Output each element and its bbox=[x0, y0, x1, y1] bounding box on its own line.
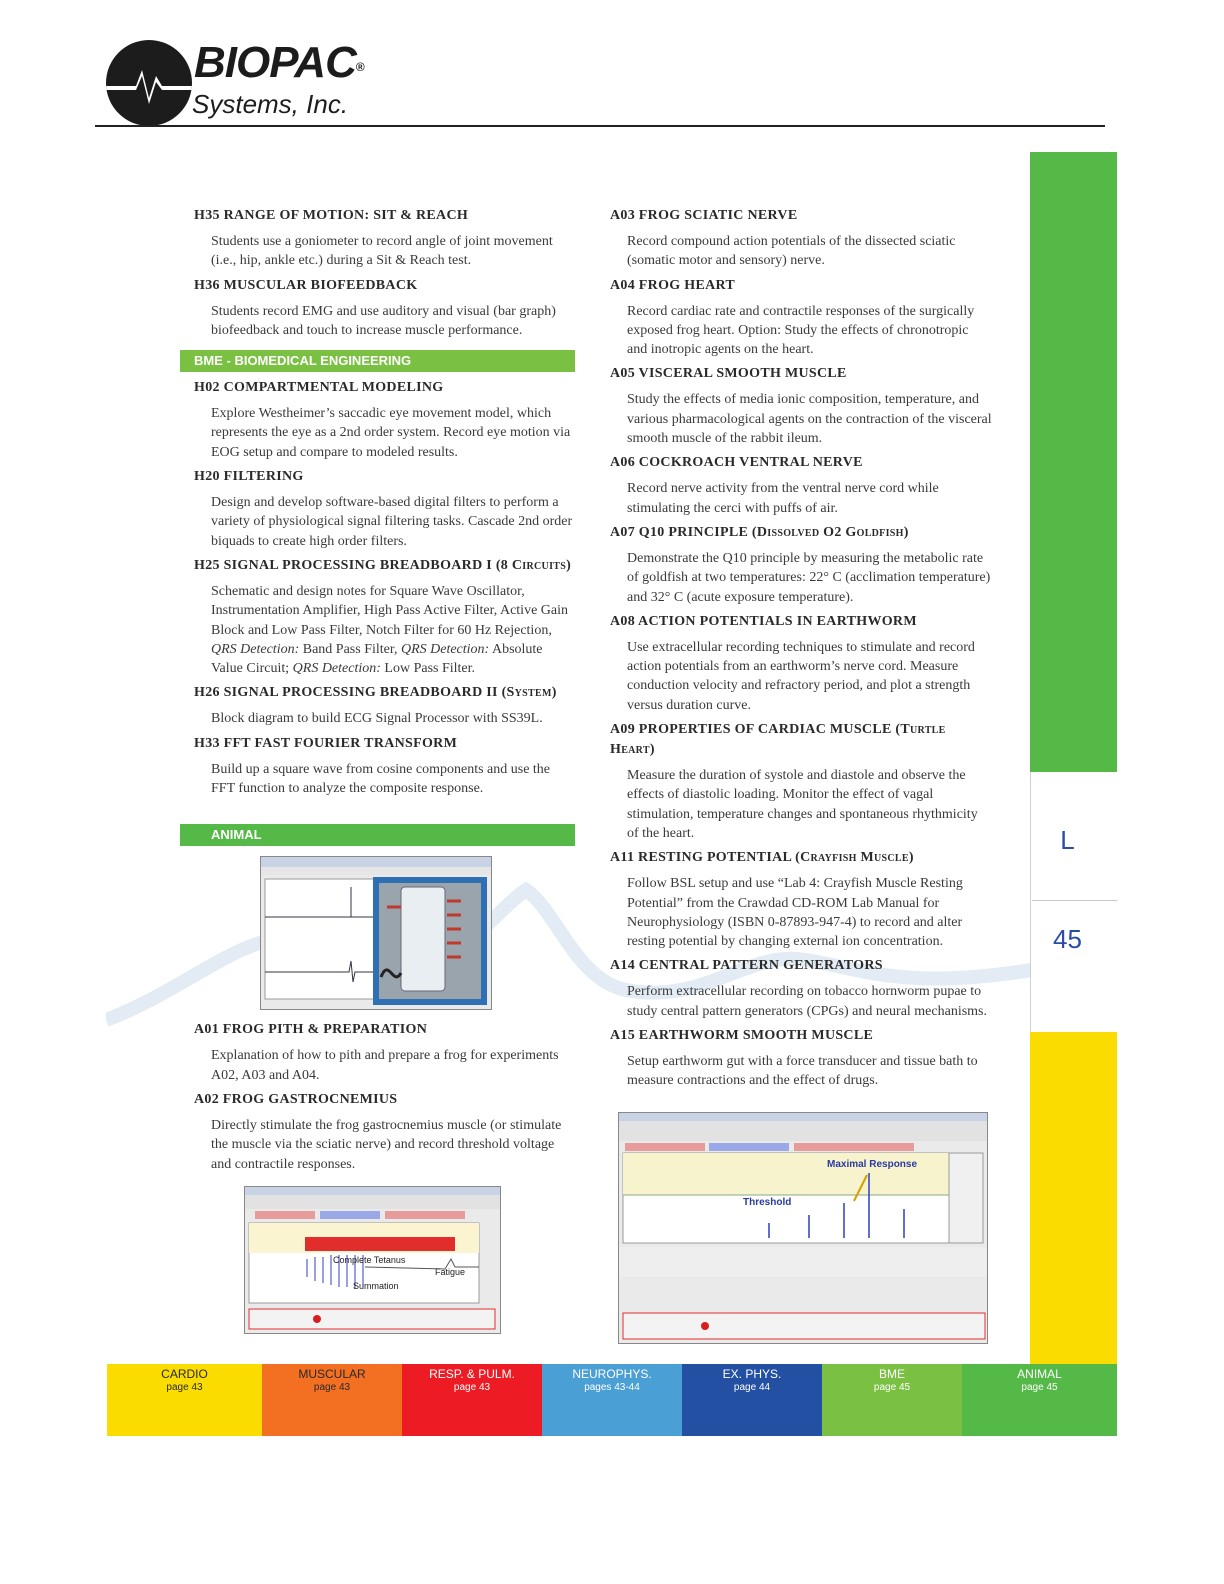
entry-text: Students use a goniometer to record angle of joint movement (i.e., hip, ankle etc.) during a Sit & Reach test. bbox=[211, 234, 553, 269]
entry-h36 bbox=[180, 276, 575, 341]
screenshot-figure-sciatic-nerve bbox=[260, 856, 492, 1010]
footer-tab-resp-pulm[interactable]: RESP. & PULM. page 43 bbox=[402, 1364, 542, 1436]
entry-text: Block diagram to build ECG Signal Processor with SS39L. bbox=[211, 711, 543, 727]
entry-a01 bbox=[180, 1020, 575, 1085]
entry-text: Record cardiac rate and contractile responses of the surgically exposed frog heart. Option: Study the effects of chronotropic and inotropic agents on the heart. bbox=[627, 303, 975, 358]
entry-title: A01 FROG PITH & PREPARATION bbox=[194, 1022, 428, 1038]
entry-a08 bbox=[610, 612, 992, 715]
entry-title: H25 SIGNAL PROCESSING BREADBOARD I (8 Circuits) bbox=[194, 557, 572, 573]
left-column bbox=[180, 206, 575, 1334]
label-summation: Summation bbox=[353, 1280, 399, 1291]
footer-tab-muscular[interactable]: MUSCULAR page 43 bbox=[262, 1364, 402, 1436]
entry-text: Setup earthworm gut with a force transducer and tissue bath to measure contractions and the effect of drugs. bbox=[627, 1054, 978, 1089]
entry-text: Use extracellular recording techniques to stimulate and record action potentials from an earthworm’s nerve cord. Measure conduction velocity and refractory period, and plot a strength versus duration curve. bbox=[627, 639, 975, 713]
section-heading-bme: BME - BIOMEDICAL ENGINEERING bbox=[180, 350, 575, 372]
footer-tab-neurophys[interactable]: NEUROPHYS. pages 43-44 bbox=[542, 1364, 682, 1436]
label-maximal-response: Maximal Response bbox=[827, 1159, 918, 1170]
entry-h26 bbox=[180, 683, 575, 728]
entry-a05 bbox=[610, 364, 992, 448]
logo-subtitle: Systems, Inc. bbox=[192, 89, 349, 119]
entry-a03 bbox=[610, 206, 992, 271]
entry-title: H26 SIGNAL PROCESSING BREADBOARD II (System) bbox=[194, 685, 557, 701]
entry-text: Explanation of how to pith and prepare a frog for experiments A02, A03 and A04. bbox=[211, 1048, 559, 1083]
entry-text: Directly stimulate the frog gastrocnemius muscle (or stimulate the muscle via the sciatic nerve) and record threshold voltage and contractile responses. bbox=[211, 1117, 562, 1172]
entry-a14 bbox=[610, 956, 992, 1021]
entry-text: Study the effects of media ionic composition, temperature, and various pharmacological agents on the contraction of the visceral smooth muscle of the rabbit ileum. bbox=[627, 392, 992, 447]
entry-text: Perform extracellular recording on tobacco hornworm pupae to study central pattern generators (CPGs) and neural mechanisms. bbox=[627, 984, 988, 1019]
entry-title: A09 PROPERTIES OF CARDIAC MUSCLE (Turtle Heart) bbox=[610, 722, 946, 758]
header-rule bbox=[95, 125, 1105, 127]
side-divider bbox=[1030, 772, 1031, 1032]
entry-title: A04 FROG HEART bbox=[610, 277, 736, 293]
section-letter: L bbox=[1060, 825, 1075, 855]
entry-title: H02 COMPARTMENTAL MODELING bbox=[194, 380, 444, 396]
entry-title: H20 FILTERING bbox=[194, 469, 304, 485]
entry-title: A05 VISCERAL SMOOTH MUSCLE bbox=[610, 366, 847, 382]
biopac-logo bbox=[106, 38, 376, 128]
entry-title: A03 FROG SCIATIC NERVE bbox=[610, 208, 798, 223]
entry-text: Students record EMG and use auditory and visual (bar graph) biofeedback and touch to increase muscle performance. bbox=[211, 303, 556, 338]
entry-title: A14 CENTRAL PATTERN GENERATORS bbox=[610, 958, 883, 974]
entry-title: A06 COCKROACH VENTRAL NERVE bbox=[610, 455, 863, 471]
entry-a06 bbox=[610, 453, 992, 518]
entry-text: Schematic and design notes for Square Wave Oscillator, Instrumentation Amplifier, High Pass Active Filter, Active Gain Block and Low Pass Filter, Notch Filter for 60 Hz Rejection, QRS Detection: Band Pass Filter, QRS Detection: Absolute Value Circuit; QRS Detection: Low Pass Filter. bbox=[211, 583, 568, 677]
footer-tab-bme[interactable]: BME page 45 bbox=[822, 1364, 962, 1436]
registered-mark: ® bbox=[355, 60, 364, 74]
entry-text: Demonstrate the Q10 principle by measuring the metabolic rate of goldfish at two temperatures: 22° C (acclimation temperature) and 32° C (acute exposure temperature). bbox=[627, 550, 991, 605]
logo-emblem-icon bbox=[106, 40, 192, 126]
footer-tab-animal[interactable]: ANIMAL page 45 bbox=[962, 1364, 1117, 1436]
entry-h33 bbox=[180, 734, 575, 799]
side-rule bbox=[1032, 900, 1117, 901]
screenshot-figure-threshold-response bbox=[618, 1112, 988, 1344]
side-tab-green bbox=[1030, 152, 1117, 772]
entry-title: A15 EARTHWORM SMOOTH MUSCLE bbox=[610, 1028, 874, 1044]
entry-h25 bbox=[180, 556, 575, 678]
right-column bbox=[610, 206, 992, 1096]
label-threshold: Threshold bbox=[743, 1197, 792, 1208]
entry-h20 bbox=[180, 467, 575, 551]
entry-a09 bbox=[610, 720, 992, 843]
entry-a11 bbox=[610, 848, 992, 951]
entry-title: A08 ACTION POTENTIALS IN EARTHWORM bbox=[610, 613, 917, 629]
entry-title: H33 FFT FAST FOURIER TRANSFORM bbox=[194, 735, 458, 751]
entry-a07 bbox=[610, 523, 992, 607]
entry-text: Build up a square wave from cosine components and use the FFT function to analyze the composite response. bbox=[211, 761, 551, 797]
entry-title: H36 MUSCULAR BIOFEEDBACK bbox=[194, 277, 418, 293]
category-footer-nav bbox=[107, 1364, 1117, 1436]
entry-text: Design and develop software-based digital filters to perform a variety of physiological signal filtering tasks. Cascade 2nd order biquads to create high order filters. bbox=[211, 495, 573, 549]
entry-h35 bbox=[180, 206, 575, 271]
footer-tab-ex-phys[interactable]: EX. PHYS. page 44 bbox=[682, 1364, 822, 1436]
side-tab-yellow bbox=[1030, 1032, 1117, 1365]
entry-title: A02 FROG GASTROCNEMIUS bbox=[194, 1091, 398, 1107]
label-complete-tetanus: Complete Tetanus bbox=[333, 1254, 406, 1265]
entry-a15 bbox=[610, 1026, 992, 1091]
entry-text: Follow BSL setup and use “Lab 4: Crayfish Muscle Resting Potential” from the Crawdad CD-ROM Lab Manual for Neurophysiology (ISBN 0-87893-947-4) to record and alter resting potential by changing external ion concentration. bbox=[627, 876, 963, 950]
entry-h02 bbox=[180, 378, 575, 462]
logo-wordmark: BIOPAC® bbox=[194, 38, 364, 87]
section-heading-animal: ANIMAL bbox=[180, 824, 575, 846]
page-number: 45 bbox=[1053, 924, 1082, 954]
entry-text: Record compound action potentials of the dissected sciatic (somatic motor and sensory) nerve. bbox=[627, 234, 956, 269]
entry-text: Record nerve activity from the ventral nerve cord while stimulating the cerci with puffs of air. bbox=[627, 481, 939, 516]
entry-title: H35 RANGE OF MOTION: SIT & REACH bbox=[194, 208, 469, 223]
entry-a02 bbox=[180, 1090, 575, 1174]
entry-text: Measure the duration of systole and diastole and observe the effects of diastolic loading. Monitor the effect of vagal stimulation, temperature changes and spontaneous rhythmicity of the heart. bbox=[627, 768, 978, 841]
entry-a04 bbox=[610, 276, 992, 360]
entry-text: Explore Westheimer’s saccadic eye movement model, which represents the eye as a 2nd order system. Record eye motion via EOG setup and compare to modeled results. bbox=[211, 406, 571, 460]
screenshot-figure-gastrocnemius bbox=[244, 1186, 501, 1334]
entry-title: A07 Q10 PRINCIPLE (Dissolved O2 Goldfish) bbox=[610, 524, 909, 540]
footer-tab-cardio[interactable]: CARDIO page 43 bbox=[107, 1364, 262, 1436]
entry-title: A11 RESTING POTENTIAL (Crayfish Muscle) bbox=[610, 850, 914, 866]
label-fatigue: Fatigue bbox=[435, 1266, 466, 1277]
